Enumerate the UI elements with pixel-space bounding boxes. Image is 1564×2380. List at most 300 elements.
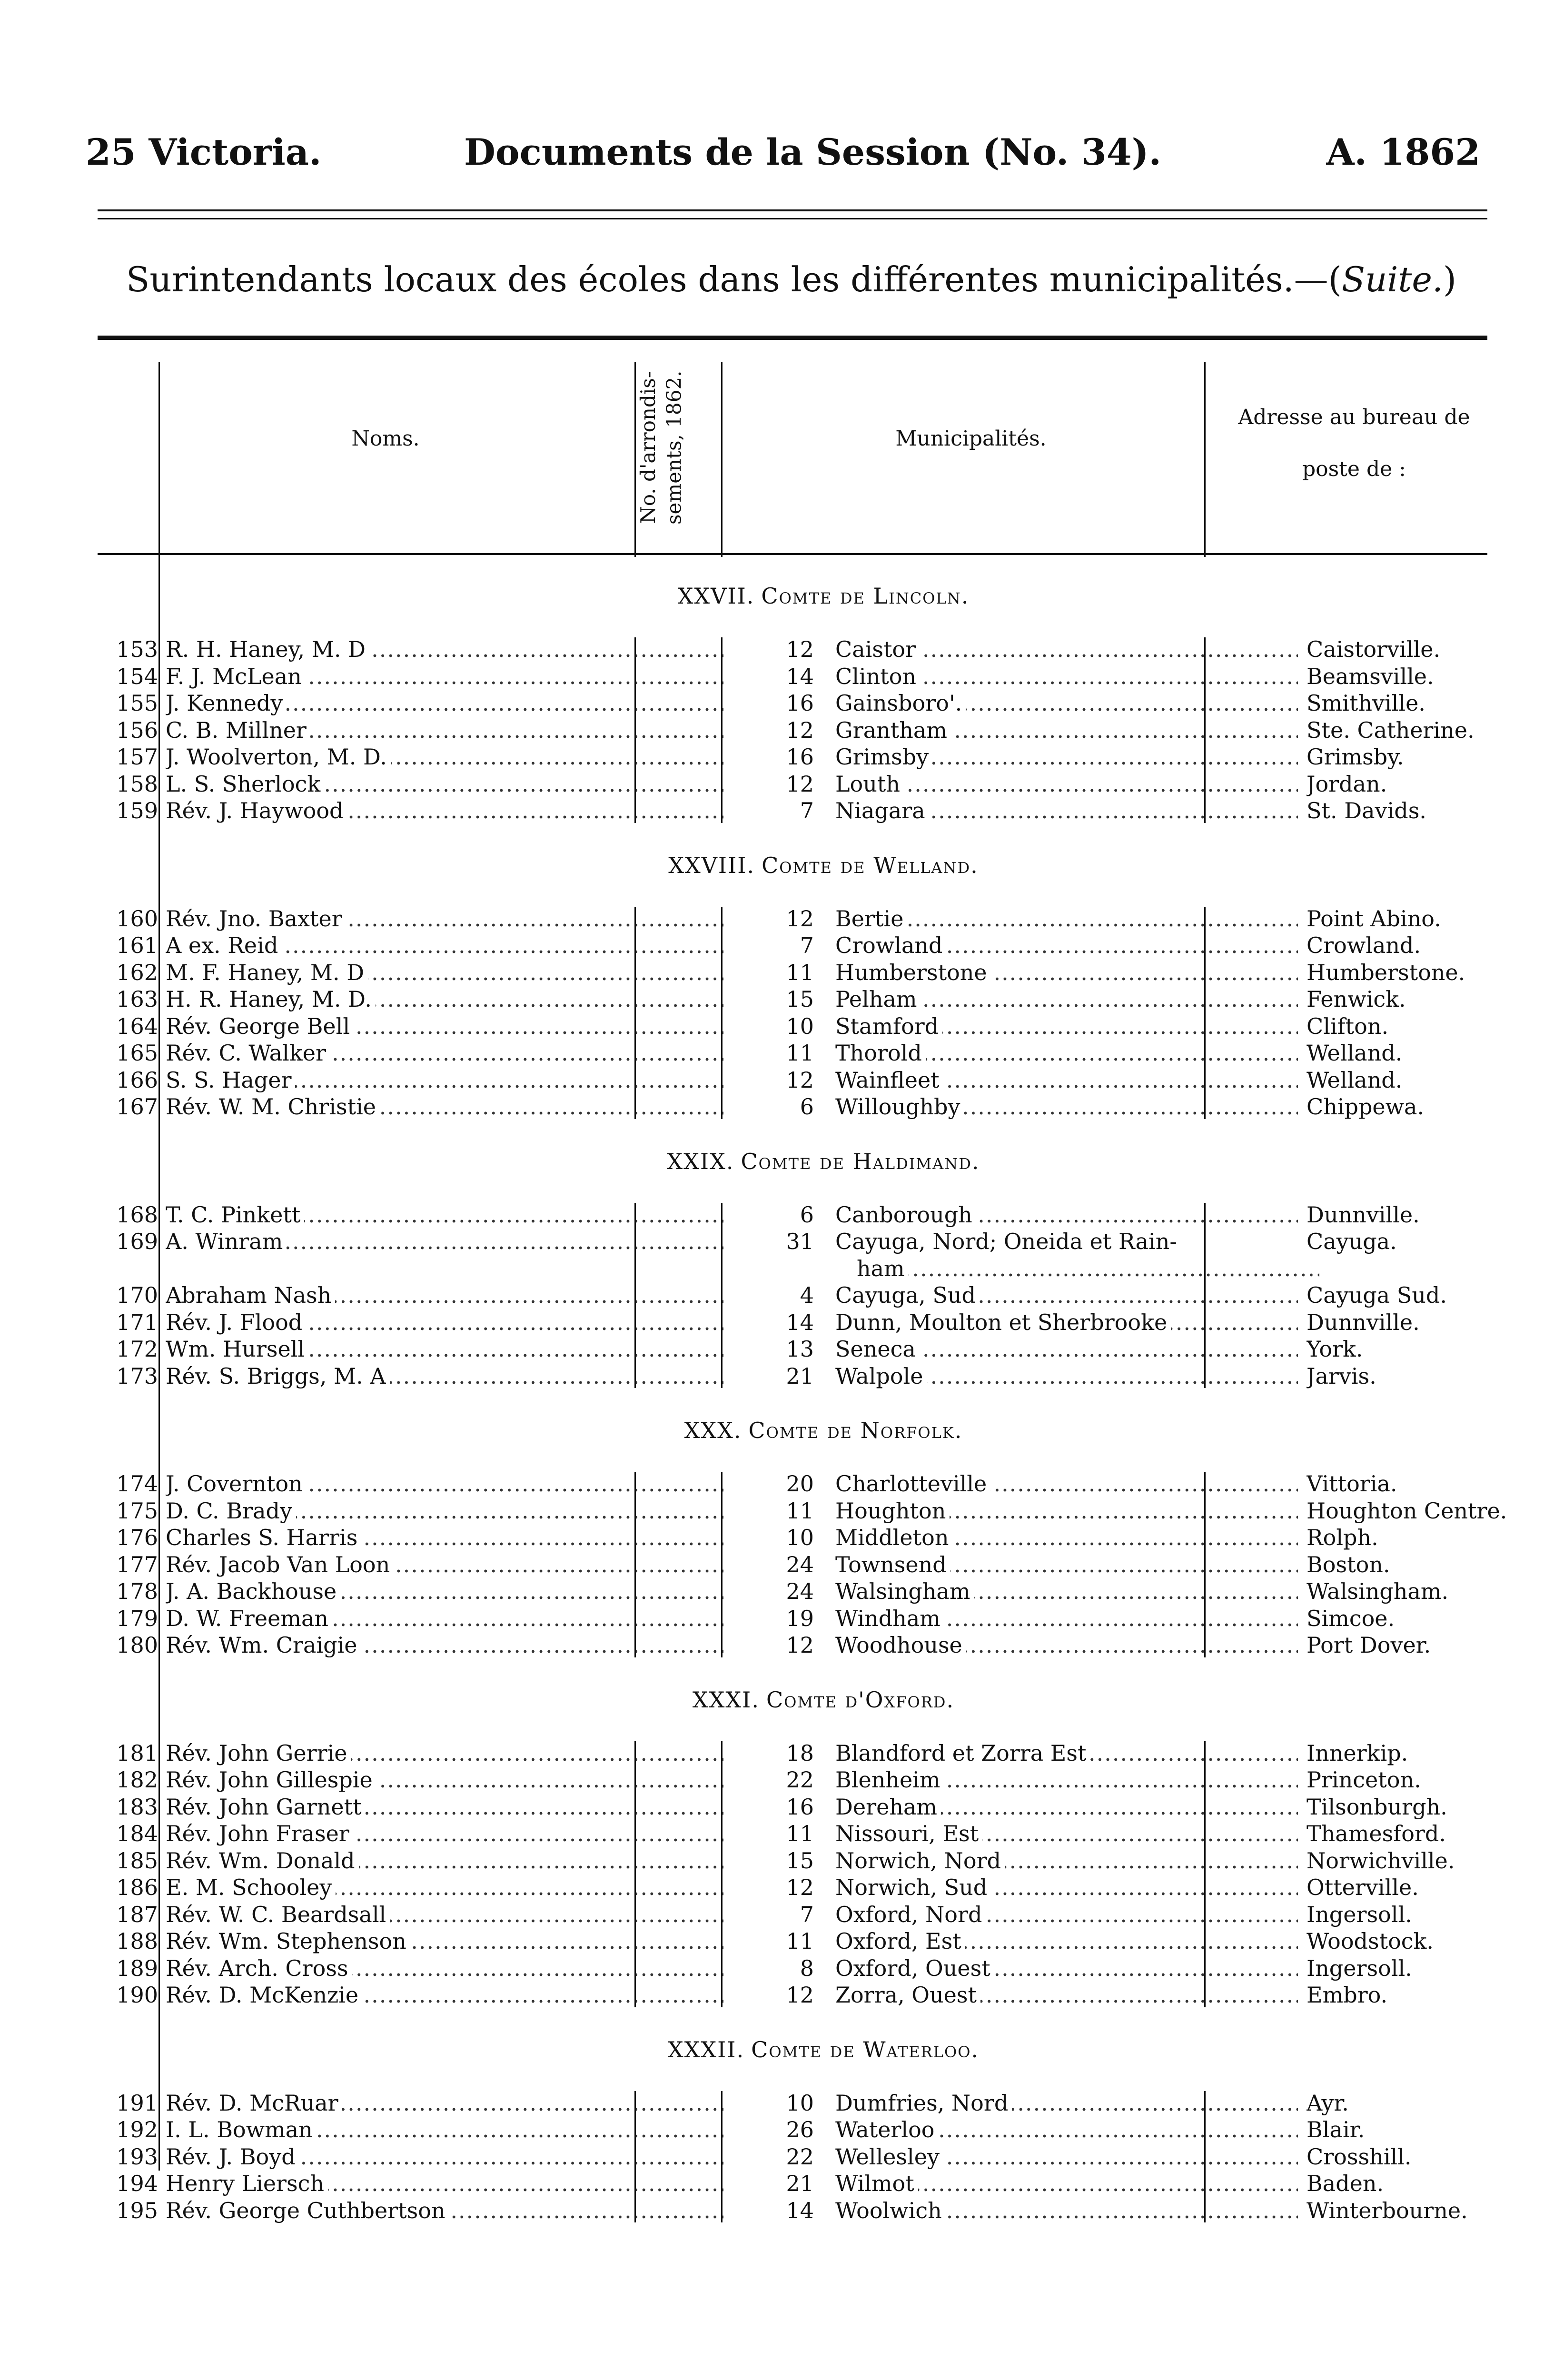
row-number: 163 [116,986,158,1012]
arrondissement-count: 21 [786,1363,814,1389]
superintendent-name-text: Rév. C. Walker [166,1040,330,1066]
county-numeral: XXIX. [667,1148,734,1174]
arrondissement-count: 31 [786,1229,814,1254]
post-office-address: Houghton Centre. [1307,1497,1507,1524]
row-number: 169 [116,1229,158,1254]
superintendent-name-text: Wm. Hursell [166,1336,308,1362]
table-row [95,1927,1504,1955]
post-office-address: Princeton. [1307,1767,1421,1793]
table-row [95,743,1504,771]
superintendent-name-text: S. S. Hager [166,1067,295,1093]
county-heading [162,583,1485,609]
municipality [835,1981,1302,2009]
municipality [835,905,1302,932]
superintendent-name-text: Rév. J. Haywood [166,798,347,823]
arrondissement-count: 10 [786,1013,814,1039]
row-number: 173 [116,1363,158,1389]
municipality-text: Grimsby [835,744,932,770]
superintendent-name [166,1954,727,1982]
table-row [95,1335,1504,1363]
municipality-text: Dereham [835,1794,941,1820]
column-divider-muni [1204,1203,1206,1388]
table-row [95,932,1504,959]
arrondissement-count: 6 [800,1201,814,1228]
municipality [835,1766,1302,1794]
row-number: 166 [116,1067,158,1093]
post-office-address: Jordan. [1307,771,1387,797]
superintendent-name-text: C. B. Millner [166,717,310,743]
superintendent-name [166,1631,727,1659]
municipality [835,1093,1302,1121]
county-numeral: XXX. [684,1418,742,1443]
post-office-address: Crowland. [1307,932,1421,958]
table-row [95,959,1504,986]
table-row [95,2197,1504,2224]
superintendent-name [166,1093,727,1121]
superintendent-name [166,797,727,824]
table-row [95,2089,1504,2117]
row-number: 189 [116,1955,158,1981]
table-row [95,770,1504,798]
post-office-address: Jarvis. [1307,1363,1376,1389]
municipality [835,1524,1302,1551]
row-number: 171 [116,1309,158,1335]
municipality [835,1551,1302,1578]
county-heading [162,2037,1485,2063]
table-row [95,1954,1504,1982]
post-office-address: Norwichville. [1307,1847,1455,1874]
superintendent-name [166,1793,727,1821]
table-row [95,1093,1504,1121]
county-name: Comte de Norfolk. [748,1418,963,1443]
column-header-names: Noms. [351,426,420,451]
county-name: Comte de Lincoln. [761,583,970,609]
arrondissement-count: 16 [786,1794,814,1820]
row-number: 192 [116,2117,158,2142]
superintendent-name-text: Rév. Jno. Baxter [166,906,346,932]
post-office-address: Ste. Catherine. [1307,717,1475,743]
municipality-text: Seneca [835,1336,920,1362]
municipality-text: Houghton [835,1498,950,1524]
superintendent-name-text: R. H. Haney, M. D [166,636,369,662]
municipality-text: Oxford, Ouest [835,1955,994,1981]
arrondissement-count: 16 [786,690,814,716]
county-name: Comte de Haldimand. [741,1148,980,1174]
arrondissement-count: 15 [786,986,814,1012]
row-number: 165 [116,1040,158,1066]
arrondissement-count: 14 [786,663,814,689]
arrondissement-count: 14 [786,1309,814,1335]
municipality-text: Walsingham [835,1578,974,1604]
municipality [835,1470,1302,1497]
table-row [95,1201,1504,1229]
superintendent-name [166,985,727,1013]
municipality-text: Gainsboro'. [835,690,966,716]
superintendent-name-text: Rév. George Cuthbertson [166,2198,449,2223]
post-office-address: Humberstone. [1307,959,1465,985]
post-office-address: Clifton. [1307,1013,1389,1039]
superintendent-name [166,770,727,798]
header-document-title: Documents de la Session (No. 34). [464,131,1162,173]
arrondissement-count: 12 [786,1874,814,1900]
superintendent-name [166,932,727,959]
municipality-text: Caistor [835,636,920,662]
post-office-address: Chippewa. [1307,1094,1425,1120]
superintendent-name [166,1739,727,1767]
post-office-address: Welland. [1307,1067,1403,1093]
table-row [95,1497,1507,1525]
page-title-main: Surintendants locaux des écoles dans les différentes municipalités.—( [126,259,1342,299]
post-office-address: Winterbourne. [1307,2197,1468,2223]
post-office-address: Tilsonburgh. [1307,1794,1447,1820]
arrondissement-count: 26 [786,2117,814,2142]
superintendent-name [166,1605,727,1632]
post-office-address: Welland. [1307,1040,1403,1066]
row-number: 162 [116,959,158,985]
superintendent-name-text: L. S. Sherlock [166,771,324,797]
arrondissement-count: 7 [800,1901,814,1927]
superintendent-name [166,2116,727,2143]
column-divider-names-header [634,362,636,557]
superintendent-name [166,905,727,932]
post-office-address: Cayuga. [1307,1229,1397,1254]
municipality [835,1605,1302,1632]
county-name: Comte d'Oxford. [766,1686,955,1713]
table-row [95,1362,1504,1390]
column-header-address [1207,402,1502,485]
superintendent-name-text: T. C. Pinkett [166,1202,304,1228]
table-row [95,1739,1504,1767]
municipality-text: Crowland [835,932,946,958]
superintendent-name-text: H. R. Haney, M. D. [166,986,376,1012]
table-row [95,689,1504,717]
municipality-text: Cayuga, Sud [835,1282,980,1308]
superintendent-name [166,1470,727,1497]
row-number: 160 [116,905,158,932]
column-divider-names [634,2091,636,2223]
arrondissement-count: 22 [786,2143,814,2170]
municipality [835,2197,1302,2224]
municipality [835,1901,1302,1928]
superintendent-name [166,716,727,744]
column-divider-arr [721,1203,723,1388]
row-number: 193 [116,2143,158,2170]
county-name: Comte de Waterloo. [751,2036,980,2063]
superintendent-name-text: Rév. D. McKenzie [166,1982,362,2008]
municipality [835,770,1302,798]
dot-leader [857,1255,1319,1282]
superintendent-name-text: I. L. Bowman [166,2117,317,2142]
table-row [95,635,1504,663]
table-row [95,2170,1504,2197]
table-row [95,1066,1504,1094]
table-row [95,1793,1504,1821]
row-number: 154 [116,663,158,689]
row-number: 194 [116,2171,158,2196]
municipality [835,1362,1302,1390]
arrondissement-count: 12 [786,717,814,743]
superintendent-name-text: J. A. Backhouse [166,1578,340,1604]
municipality [835,2116,1302,2143]
superintendent-name-text: D. W. Freeman [166,1606,332,1631]
column-divider-arr [721,907,723,1119]
row-number: 161 [116,932,158,958]
municipality-text: Stamford [835,1013,942,1039]
post-office-address: Embro. [1307,1982,1388,2008]
municipality-text: Walpole [835,1363,927,1389]
arrondissement-count: 20 [786,1471,814,1497]
arrondissement-count: 12 [786,1982,814,2008]
column-divider-arr [721,1741,723,2007]
row-number: 168 [116,1201,158,1228]
municipality [835,1847,1302,1874]
superintendent-name-text: Rév. John Gillespie [166,1767,376,1793]
municipality-text: Townsend [835,1552,950,1577]
arrondissement-count: 11 [786,1821,814,1846]
post-office-address: Thamesford. [1307,1821,1446,1846]
superintendent-name [166,743,727,771]
arrondissement-count: 24 [786,1551,814,1577]
municipality [835,985,1302,1013]
municipality [835,2089,1302,2117]
superintendent-name [166,1281,727,1309]
table-row [95,1981,1504,2009]
table-row-continuation [95,1255,1504,1282]
superintendent-name-text: D. C. Brady [166,1498,296,1524]
municipality [835,1874,1302,1901]
municipality-text: Norwich, Nord [835,1848,1005,1874]
post-office-address: Baden. [1307,2171,1384,2196]
municipality-text: Canborough [835,1202,976,1228]
superintendent-name-text: Rév. John Garnett [166,1794,366,1820]
row-number: 184 [116,1821,158,1846]
column-divider-muni [1204,1472,1206,1657]
superintendent-name-text: M. F. Haney, M. D [166,960,368,985]
superintendent-name-text: Rév. D. McRuar [166,2090,342,2116]
superintendent-name-text: J. Kennedy [166,690,287,716]
superintendent-name-text: Rév. W. C. Beardsall [166,1902,390,1927]
municipality [835,1954,1302,1982]
county-numeral: XXVII. [677,583,755,609]
table-row [95,1309,1504,1336]
post-office-address: Point Abino. [1307,905,1441,932]
municipality [835,635,1302,663]
municipality-text: Zorra, Ouest [835,1982,980,2008]
municipality [835,932,1302,959]
header-rule-bottom [98,218,1487,219]
table-row [95,1766,1504,1794]
row-number: 181 [116,1740,158,1766]
table-row [95,1281,1504,1309]
county-numeral: XXVIII. [668,852,755,878]
row-number: 180 [116,1632,158,1658]
superintendent-name-text: Rév. Wm. Donald [166,1848,359,1874]
arrondissement-count: 15 [786,1847,814,1874]
superintendent-name [166,1901,727,1928]
arrondissement-count: 12 [786,1632,814,1658]
column-divider-names [634,1203,636,1388]
table-top-rule [98,336,1487,340]
superintendent-name-text: Charles S. Harris [166,1525,361,1550]
post-office-address: Fenwick. [1307,986,1406,1012]
county-heading [162,1149,1485,1174]
municipality-text: Woodhouse [835,1632,966,1658]
municipality [835,1309,1302,1336]
superintendent-name [166,1766,727,1794]
column-header-arrondissements: No. d'arrondis- sements, 1862. [636,370,686,525]
municipality-text: Dumfries, Nord [835,2090,1012,2116]
post-office-address: Dunnville. [1307,1309,1420,1335]
arrondissement-count: 7 [800,932,814,958]
header-volume: 25 Victoria. [86,131,322,173]
post-office-address: Smithville. [1307,690,1425,716]
arrondissement-count: 19 [786,1605,814,1631]
superintendent-name-text: E. M. Schooley [166,1874,336,1900]
superintendent-name-text: Rév. S. Briggs, M. A [166,1363,390,1389]
row-number: 159 [116,798,158,823]
arrondissement-count: 10 [786,2090,814,2116]
municipality-text: Wainfleet [835,1067,943,1093]
page-title-close: ) [1443,259,1456,299]
arrondissement-count: 18 [786,1740,814,1766]
municipality-text: Humberstone [835,960,991,985]
municipality-text: Middleton [835,1525,952,1550]
municipality: Cayuga, Nord; Oneida et Rain- [835,1229,1177,1254]
arrondissement-count: 11 [786,1040,814,1066]
superintendent-name-text: J. Covernton [166,1471,307,1497]
municipality-continuation [857,1255,1323,1282]
row-number: 164 [116,1013,158,1039]
table-row [95,1820,1504,1847]
superintendent-name-text: Rév. John Fraser [166,1821,353,1846]
row-number: 158 [116,771,158,797]
municipality-text: Pelham [835,986,921,1012]
column-header-municipalities: Municipalités. [895,426,1047,451]
superintendent-name [166,1039,727,1067]
municipality [835,1739,1302,1767]
superintendent-name-text: Rév. J. Boyd [166,2144,299,2170]
superintendent-name [166,689,727,717]
post-office-address: Ingersoll. [1307,1901,1412,1927]
column-divider-arr-header [721,362,723,557]
county-heading [162,1687,1485,1713]
post-office-address: Walsingham. [1307,1578,1449,1604]
table-row [95,1577,1504,1605]
post-office-address: Ingersoll. [1307,1955,1412,1981]
superintendent-name-text: Rév. Wm. Stephenson [166,1928,410,1954]
row-number: 174 [116,1471,158,1497]
superintendent-name [166,2170,727,2197]
municipality-text: Wilmot [835,2171,918,2196]
county-heading [162,1418,1485,1443]
table-row [95,797,1504,824]
municipality-text: Woolwich [835,2198,946,2223]
arrondissement-count: 11 [786,1928,814,1954]
table-row [95,1551,1504,1578]
arrondissement-count: 12 [786,1067,814,1093]
row-number: 186 [116,1874,158,1900]
county-name: Comte de Welland. [762,852,979,878]
row-number: 153 [116,636,158,662]
row-number: 175 [116,1497,158,1524]
municipality [835,1577,1302,1605]
municipality [835,663,1302,690]
arrondissement-count: 24 [786,1578,814,1604]
superintendent-name [166,1551,727,1578]
table-row [95,1012,1504,1040]
superintendent-name [166,1847,727,1874]
column-header-address-line1: Adresse au bureau de [1238,405,1470,429]
arrondissement-count: 22 [786,1767,814,1793]
post-office-address: Rolph. [1307,1525,1378,1550]
row-number: 179 [116,1605,158,1631]
municipality [835,1793,1302,1821]
row-number: 176 [116,1525,158,1550]
row-number: 170 [116,1282,158,1308]
municipality-text: Clinton [835,664,920,689]
post-office-address: Port Dover. [1307,1632,1431,1658]
county-heading [162,853,1485,878]
row-number: 182 [116,1767,158,1793]
municipality [835,716,1302,744]
table-row [95,716,1504,744]
row-number: 177 [116,1551,158,1577]
superintendent-name [166,1524,727,1551]
county-numeral: XXXI. [692,1686,760,1713]
post-office-address: Simcoe. [1307,1605,1395,1631]
table-row [95,2116,1504,2143]
county-numeral: XXXII. [667,2036,745,2063]
superintendent-name [166,1066,727,1094]
post-office-address: Dunnville. [1307,1201,1420,1228]
superintendent-name [166,1362,727,1390]
header-year: A. 1862 [1326,131,1480,173]
table-row [95,663,1504,690]
superintendent-name [166,1228,727,1255]
superintendent-name [166,1012,727,1040]
running-header [86,131,1480,183]
municipality [835,1281,1302,1309]
page-title-suite: Suite. [1341,259,1443,299]
table-row [95,985,1504,1013]
table-row [95,1605,1504,1632]
municipality [835,1039,1302,1067]
post-office-address: Beamsville. [1307,663,1434,689]
arrondissement-count: 16 [786,744,814,770]
post-office-address: Innerkip. [1307,1740,1408,1766]
table-row [95,1631,1504,1659]
superintendent-name [166,1335,727,1363]
municipality-text: Grantham [835,717,951,743]
superintendent-name-text: Rév. W. M. Christie [166,1094,380,1120]
row-number: 187 [116,1901,158,1927]
arrondissement-count: 13 [786,1336,814,1362]
column-header-rule [98,553,1487,555]
superintendent-name-text: Rév. Wm. Craigie [166,1632,361,1658]
superintendent-name-text: Rév. Arch. Cross [166,1955,352,1981]
column-divider-arr [721,2091,723,2223]
municipality-text: Charlotteville [835,1471,990,1497]
municipality-text: Norwich, Sud [835,1874,991,1900]
superintendent-name-text: Abraham Nash [166,1282,335,1308]
column-divider-muni [1204,907,1206,1119]
municipality-text: Nissouri, Est [835,1821,982,1846]
municipality-text: Blandford et Zorra Est [835,1740,1090,1766]
superintendent-name [166,1201,727,1229]
column-divider-muni-header [1204,362,1206,557]
table-row [95,1847,1504,1874]
superintendent-name [166,1981,727,2009]
